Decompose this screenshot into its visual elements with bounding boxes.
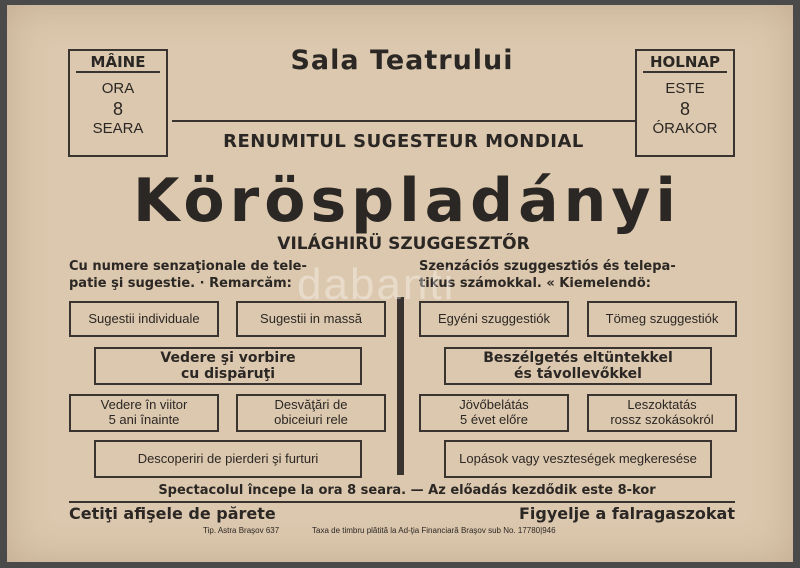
performer-name: Köröspladányi <box>132 166 682 236</box>
act-hu-habits-l1: Leszoktatás <box>627 397 697 413</box>
act-hu-mass <box>587 301 737 337</box>
act-ro-vision-speech-l1: Vedere şi vorbire <box>160 349 296 366</box>
right-box-day: HOLNAP <box>649 53 721 71</box>
act-ro-future <box>69 394 219 432</box>
act-ro-habits-l1: Desvăţări de <box>274 397 348 413</box>
subtitle-ro: RENUMITUL SUGESTEUR MONDIAL <box>223 131 584 152</box>
intro-hu-line1: Szenzációs szuggesztiós és telepa- <box>419 259 676 274</box>
center-divider <box>397 297 404 475</box>
act-ro-vision-speech <box>94 347 362 385</box>
act-ro-mass-label: Sugestii in massă <box>260 310 362 326</box>
intro-ro-line2: patie şi sugestie. · Remarcăm: <box>69 276 292 291</box>
act-hu-future-l1: Jövőbelátás <box>459 397 529 413</box>
left-box-day: MÂINE <box>90 53 146 71</box>
left-box-hour: 8 <box>112 98 123 119</box>
act-ro-habits <box>236 394 386 432</box>
act-ro-losses <box>94 440 362 478</box>
subtitle-hu: VILÁGHIRÜ SZUGGESZTŐR <box>277 234 530 254</box>
right-box-orakor: ÓRAKOR <box>652 120 718 138</box>
act-hu-mass-label: Tömeg szuggestiók <box>605 310 719 326</box>
header-rule <box>172 120 635 122</box>
act-ro-habits-l2: obiceiuri rele <box>274 412 348 427</box>
act-hu-losses <box>444 440 712 478</box>
act-hu-habits <box>587 394 737 432</box>
footer-note-hu: Figyelje a falragaszokat <box>519 504 735 523</box>
act-ro-losses-label: Descoperiri de pierderi şi furturi <box>137 450 319 466</box>
act-hu-individual-label: Egyéni szuggestiók <box>437 310 550 326</box>
act-ro-individual-label: Sugestii individuale <box>88 310 200 326</box>
act-ro-future-l2: 5 ani înainte <box>108 412 180 427</box>
act-hu-conversation <box>444 347 712 385</box>
footer-note-ro: Cetiţi afişele de părete <box>69 504 276 523</box>
footer-rule <box>69 501 735 503</box>
act-ro-individual <box>69 301 219 337</box>
right-time-box <box>635 49 735 157</box>
tax-note: Taxa de timbru plătită la Ad-ţia Financiară Braşov sub No. 17780|946 <box>312 526 556 535</box>
act-ro-vision-speech-l2: cu dispăruţi <box>180 366 276 382</box>
left-time-box <box>68 49 168 157</box>
act-hu-losses-label: Lopások vagy veszteségek megkeresése <box>459 450 697 466</box>
show-start-line: Spectacolul începe la ora 8 seara. — Az előadás kezdődik este 8-kor <box>158 483 656 498</box>
act-hu-conversation-l2: és távollevőkkel <box>514 366 642 382</box>
act-hu-habits-l2: rossz szokásokról <box>610 412 714 427</box>
poster-sheet <box>7 5 793 562</box>
printer-note: Tip. Astra Braşov 637 <box>203 526 280 535</box>
right-box-hour: 8 <box>679 98 690 119</box>
left-box-ora: ORA <box>101 79 135 97</box>
venue-title: Sala Teatrului <box>290 45 514 76</box>
intro-ro-line1: Cu numere senzaţionale de tele- <box>69 259 307 274</box>
act-hu-future <box>419 394 569 432</box>
act-hu-future-l2: 5 évet előre <box>460 412 528 427</box>
intro-hu-line2: tikus számokkal. « Kiemelendö: <box>419 276 651 291</box>
left-box-seara: SEARA <box>92 120 144 138</box>
act-ro-future-l1: Vedere în viitor <box>100 397 188 413</box>
act-hu-conversation-l1: Beszélgetés eltüntekkel <box>483 349 673 366</box>
watermark: dabanti <box>297 260 456 309</box>
right-box-este: ESTE <box>665 79 705 97</box>
